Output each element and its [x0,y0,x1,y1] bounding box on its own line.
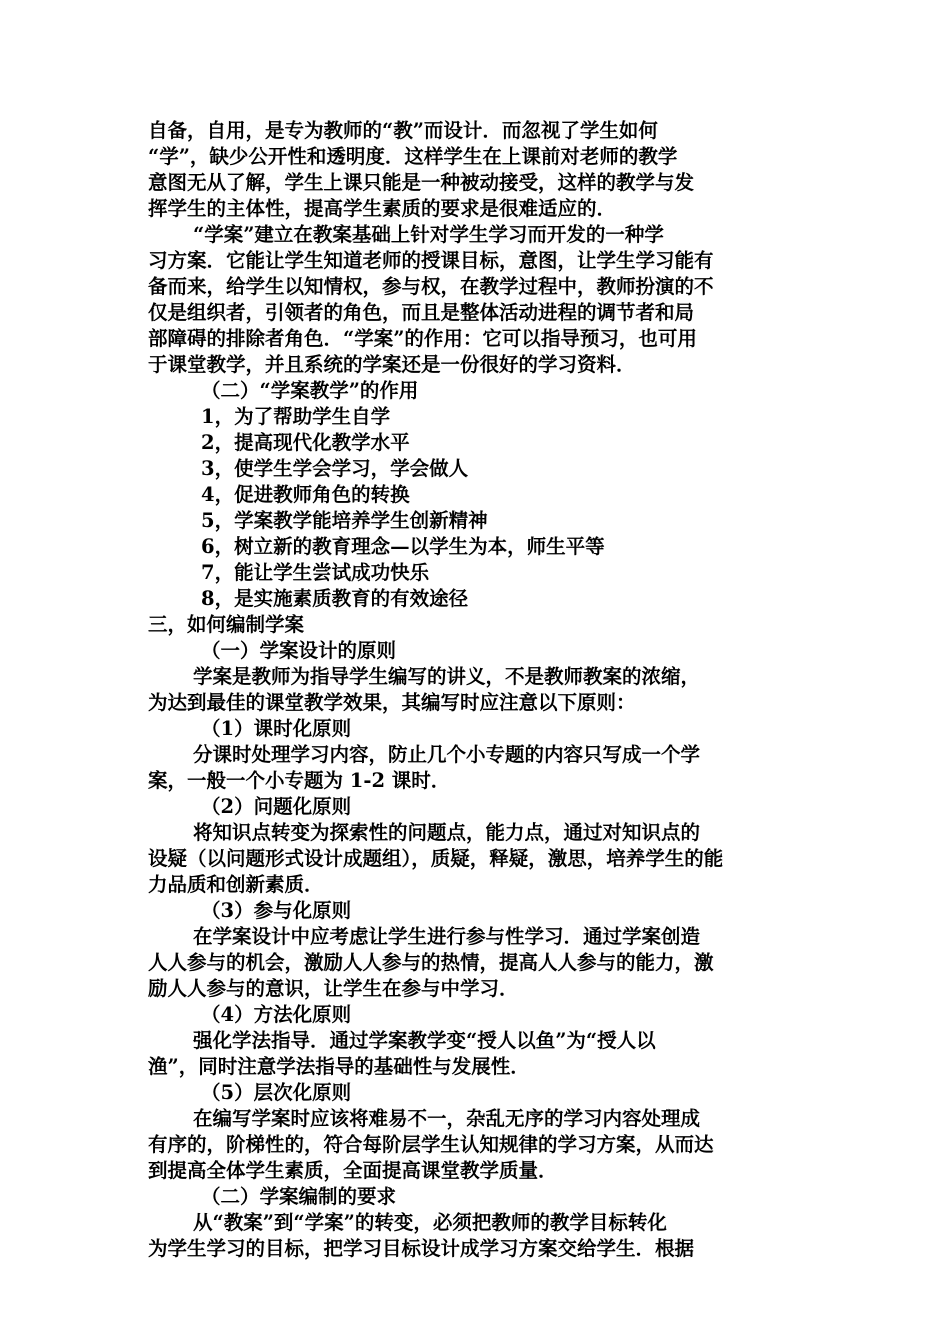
section-heading [148,404,808,430]
text-line: “学案”建立在教案基础上针对学生学习而开发的一种学 [193,223,664,246]
section-heading [148,1184,808,1210]
section-heading [148,898,808,924]
text-line: 8，是实施素质教育的有效途径 [201,587,469,610]
text-line: （二）学案编制的要求 [201,1185,397,1208]
text-line: 习方案．它能让学生知道老师的授课目标，意图，让学生学习能有 [148,249,714,272]
section-heading [148,1080,808,1106]
text-line: （一）学案设计的原则 [201,639,397,662]
section-heading [148,560,808,586]
body-paragraph [148,222,808,378]
section-heading [148,716,808,742]
text-line: “学”，缺少公开性和透明度．这样学生在上课前对老师的教学 [148,145,678,168]
text-line: 强化学法指导．通过学案教学变“授人以鱼”为“授人以 [193,1029,656,1052]
text-line: 备而来，给学生以知情权，参与权，在教学过程中，教师扮演的不 [148,275,714,298]
text-line: （1）课时化原则 [201,717,352,740]
text-line: 有序的，阶梯性的，符合每阶层学生认知规律的学习方案，从而达 [148,1133,714,1156]
text-line: 案，一般一个小专题为 1-2 课时． [148,769,451,792]
text-line: 5，学案教学能培养学生创新精神 [201,509,488,532]
text-line: 为学生学习的目标，把学习目标设计成学习方案交给学生．根据 [148,1237,695,1260]
text-line: 将知识点转变为探索性的问题点，能力点，通过对知识点的 [193,821,701,844]
text-line: 渔”，同时注意学法指导的基础性与发展性． [148,1055,530,1078]
text-line: 3，使学生学会学习，学会做人 [201,457,469,480]
body-paragraph [148,742,808,794]
text-line: 在学案设计中应考虑让学生进行参与性学习．通过学案创造 [193,925,701,948]
text-line: 分课时处理学习内容，防止几个小专题的内容只写成一个学 [193,743,701,766]
text-line: （二）“学案教学”的作用 [201,379,419,402]
text-line: 为达到最佳的课堂教学效果，其编写时应注意以下原则： [148,691,636,714]
text-line: 7，能让学生尝试成功快乐 [201,561,430,584]
body-paragraph [148,1106,808,1184]
section-heading [148,586,808,612]
text-line: （3）参与化原则 [201,899,352,922]
text-line: （5）层次化原则 [201,1081,352,1104]
section-heading [148,794,808,820]
text-line: 2，提高现代化教学水平 [201,431,410,454]
section-heading [148,482,808,508]
body-paragraph [148,612,808,638]
body-paragraph [148,664,808,716]
section-heading [148,508,808,534]
text-line: 部障碍的排除者角色．“学案”的作用：它可以指导预习，也可用 [148,327,697,350]
text-line: 6，树立新的教育理念—以学生为本，师生平等 [201,535,605,558]
body-paragraph [148,1028,808,1080]
text-line: 仅是组织者，引领者的角色，而且是整体活动进程的调节者和局 [148,301,695,324]
body-paragraph [148,1210,808,1262]
document-page [148,118,808,1262]
section-heading [148,638,808,664]
text-line: 在编写学案时应该将难易不一，杂乱无序的学习内容处理成 [193,1107,701,1130]
body-paragraph [148,820,808,898]
section-heading [148,534,808,560]
text-line: 自备，自用，是专为教师的“教”而设计．而忽视了学生如何 [148,119,658,142]
body-paragraph [148,118,808,222]
text-line: 人人参与的机会，激励人人参与的热情，提高人人参与的能力，激 [148,951,714,974]
text-line: 力品质和创新素质． [148,873,324,896]
text-line: 励人人参与的意识，让学生在参与中学习． [148,977,519,1000]
section-heading [148,1002,808,1028]
text-line: 于课堂教学，并且系统的学案还是一份很好的学习资料． [148,353,636,376]
body-paragraph [148,924,808,1002]
text-line: 挥学生的主体性，提高学生素质的要求是很难适应的． [148,197,617,220]
section-heading [148,378,808,404]
section-heading [148,456,808,482]
text-line: （4）方法化原则 [201,1003,352,1026]
text-line: （2）问题化原则 [201,795,352,818]
section-heading [148,430,808,456]
text-line: 1，为了帮助学生自学 [201,405,391,428]
text-line: 设疑（以问题形式设计成题组），质疑，释疑，激思，培养学生的能 [148,847,724,870]
text-line: 三，如何编制学案 [148,613,305,636]
text-line: 学案是教师为指导学生编写的讲义，不是教师教案的浓缩， [193,665,701,688]
text-line: 意图无从了解，学生上课只能是一种被动接受，这样的教学与发 [148,171,695,194]
text-line: 到提高全体学生素质，全面提高课堂教学质量． [148,1159,558,1182]
text-line: 从“教案”到“学案”的转变，必须把教师的教学目标转化 [193,1211,667,1234]
text-line: 4，促进教师角色的转换 [201,483,410,506]
